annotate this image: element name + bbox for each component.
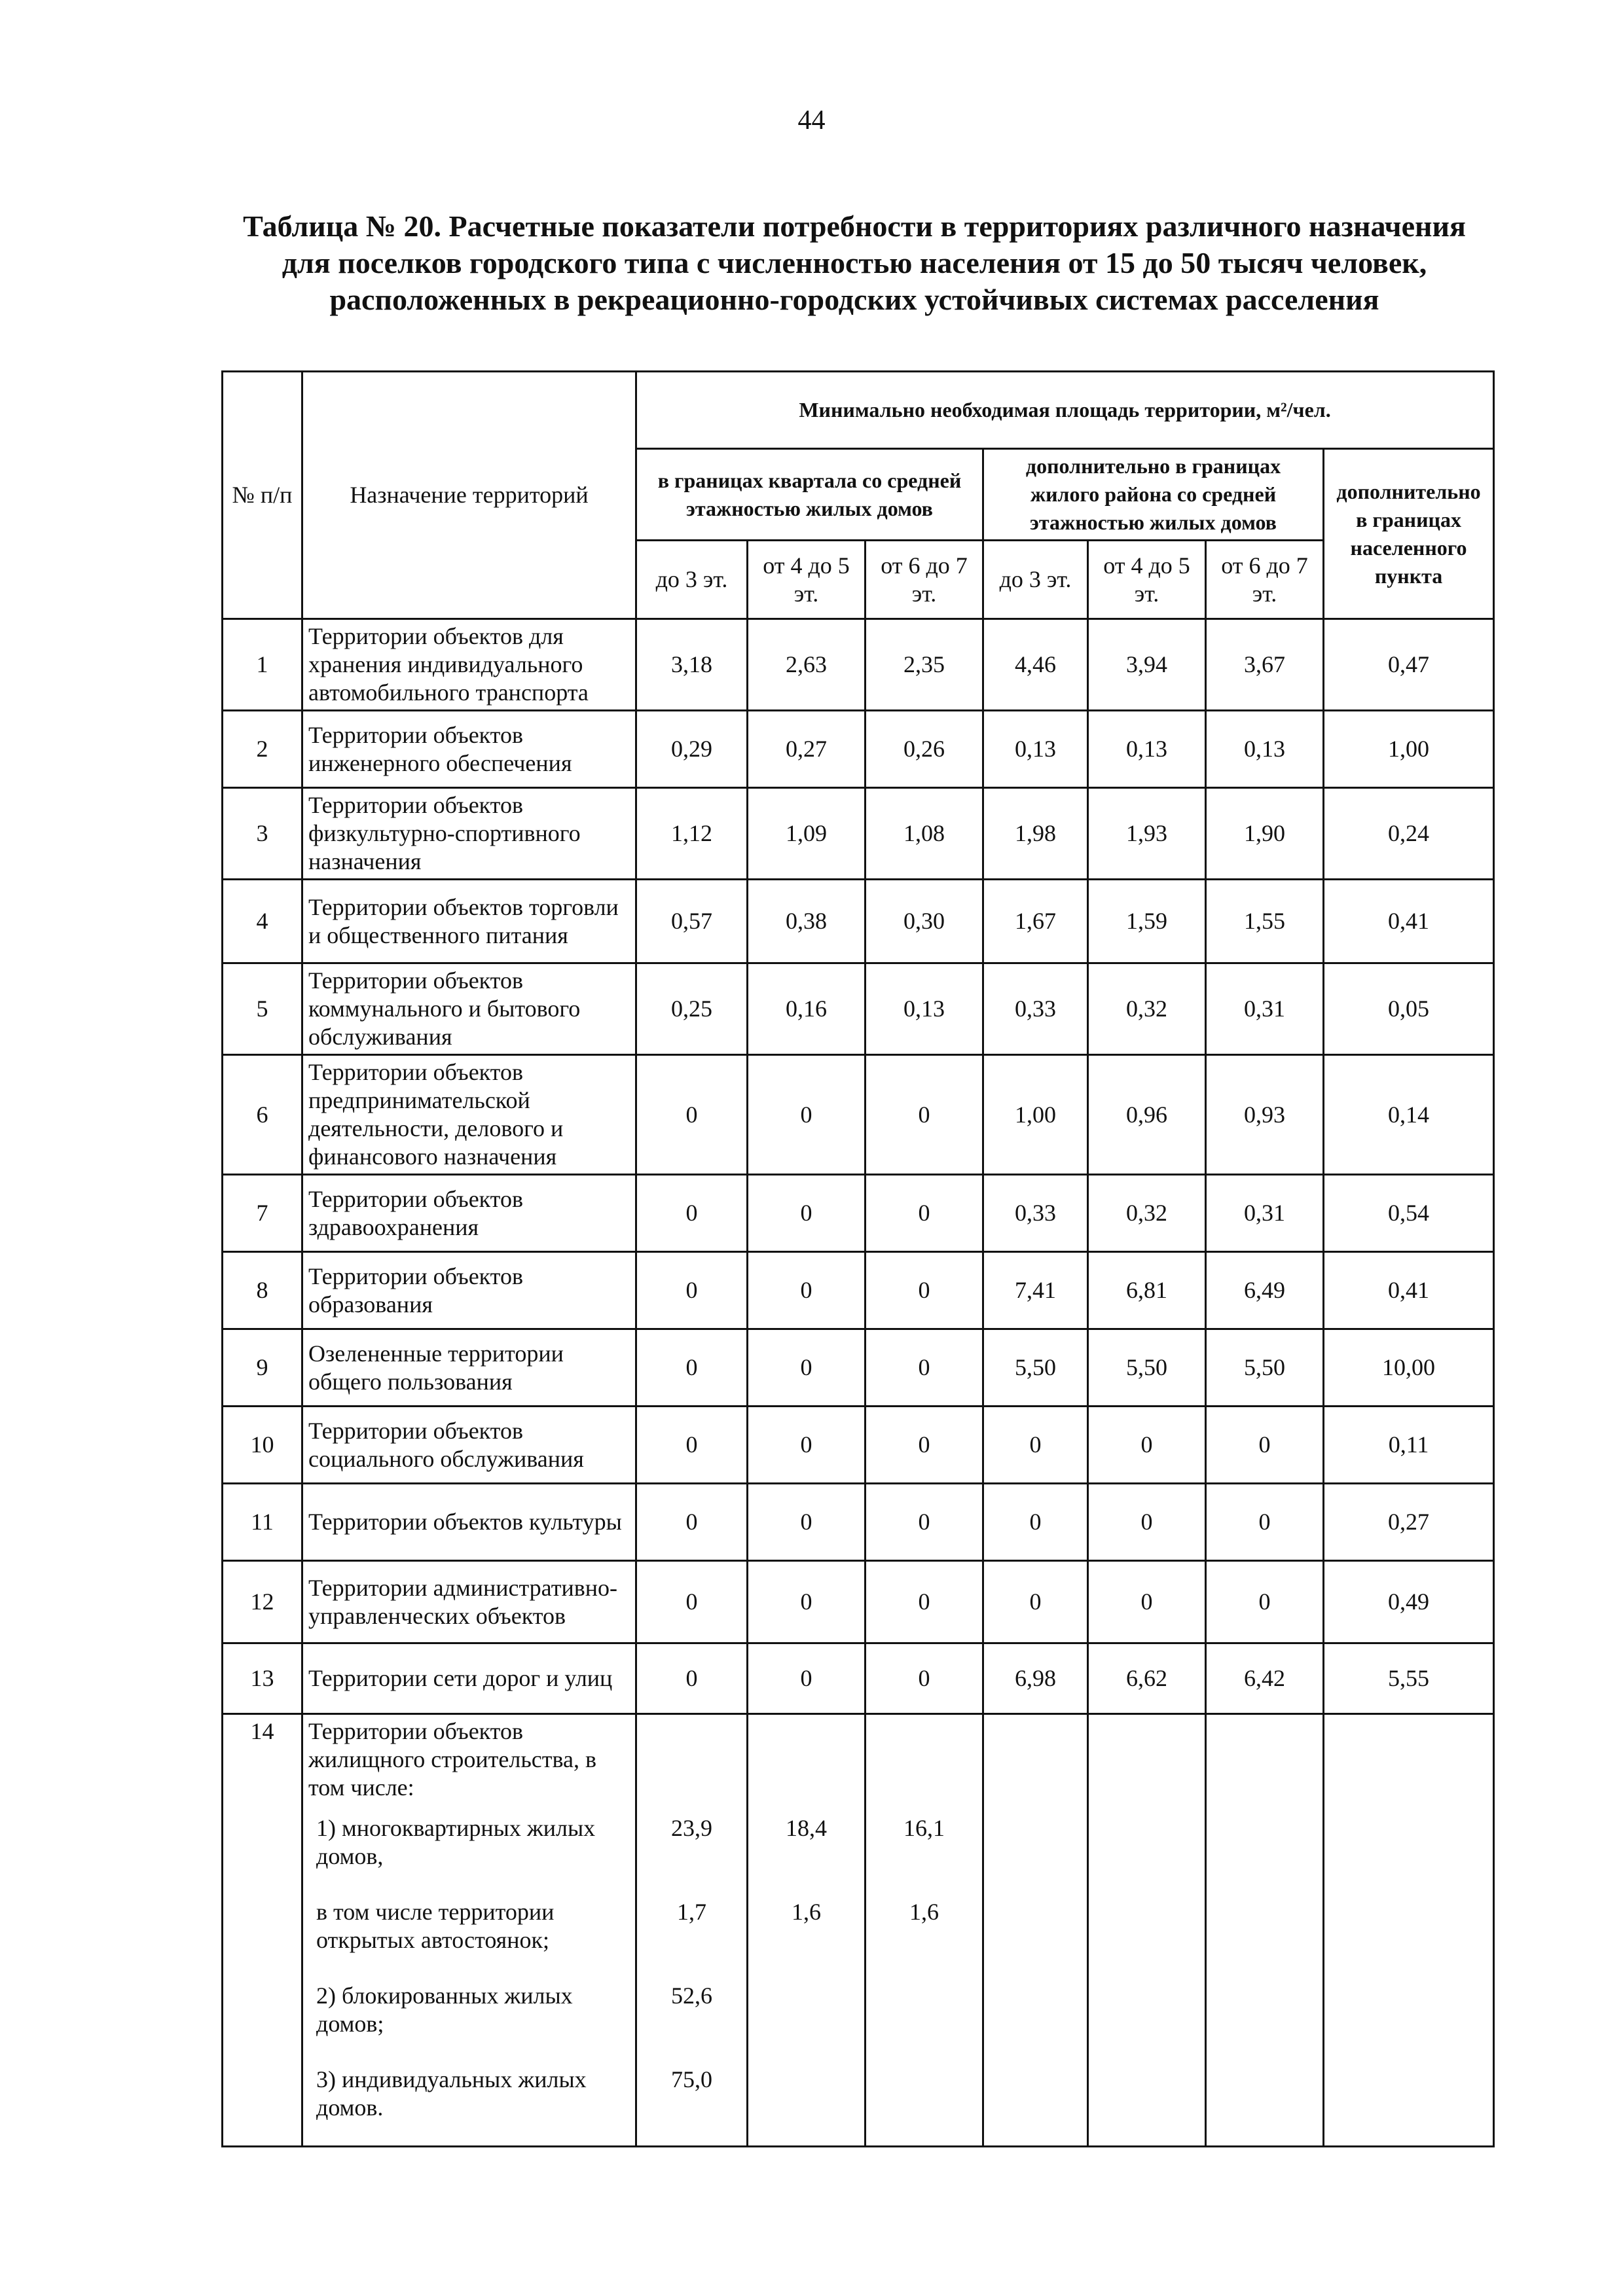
row-number: 12 [223,1561,302,1643]
floors-subheader: от 4 до 5 эт. [1088,541,1206,619]
table-title: Таблица № 20. Расчетные показатели потребности в территориях различного назначения для поселков городского типа с численностью населения от 15 до 50 тысяч человек, расположенных в рекреационно-городских устойчивых системах расселения [243,209,1466,316]
value-cell: 0 [866,1643,983,1714]
territory-name: Территории объектов торговли и общественного питания [302,880,636,963]
value-cell: 0 [636,1329,748,1407]
value-cell: 0 [636,1055,748,1175]
value-cell: 0 [1088,1407,1206,1484]
value-cell: 4,46 [983,619,1088,711]
value-cell: 0,24 [1324,788,1494,880]
value-cell: 0,13 [866,963,983,1055]
value-cell: 0 [866,1329,983,1407]
value-cell: 0,11 [1324,1407,1494,1484]
value-cell: 5,55 [1324,1643,1494,1714]
value-cell: 0,31 [1206,1175,1324,1252]
value-cell: 1,55 [1206,880,1324,963]
row14-subitem-value: 1,7 [677,1899,706,1925]
row14-intro: Территории объектов жилищного строительства, в том числе: [308,1718,596,1801]
value-cell: 6,49 [1206,1252,1324,1329]
territory-name: Территории объектов культуры [302,1484,636,1561]
row14-subitem-value [871,2059,977,2143]
row-number: 1 [223,619,302,711]
value-cell: 0,57 [636,880,748,963]
row-number: 6 [223,1055,302,1175]
value-cell: 0,93 [1206,1055,1324,1175]
col-purpose-header: Назначение территорий [302,372,636,619]
territory-name [302,1714,636,2147]
value-cell: 2,35 [866,619,983,711]
row14-subitem-value: 1,6 [909,1899,939,1925]
value-cell: 1,59 [1088,880,1206,963]
value-cell: 1,09 [748,788,866,880]
value-cell: 0,13 [983,711,1088,788]
value-cell: 0,32 [1088,1175,1206,1252]
value-cell: 6,42 [1206,1643,1324,1714]
value-cell: 6,62 [1088,1643,1206,1714]
min-area-header: Минимально необходимая площадь территории, м²/чел. [636,372,1494,449]
row14-subitem-value: 1,6 [792,1899,821,1925]
value-cell: 0 [748,1561,866,1643]
value-cell: 0,30 [866,880,983,963]
group-district-header: дополнительно в границах жилого района со средней этажностью жилых домов [983,449,1324,541]
table-row [223,788,1494,880]
requirements-table [221,370,1495,2147]
row-number: 5 [223,963,302,1055]
row14-subitem-label: 3) индивидуальных жилых домов. [316,2066,587,2121]
floors-subheader: до 3 эт. [983,541,1088,619]
row14-subitem-label: 1) многоквартирных жилых домов, [316,1815,596,1869]
table-row [223,1252,1494,1329]
value-cell: 0,31 [1206,963,1324,1055]
table-row [223,1561,1494,1643]
value-cell [1088,1714,1206,2147]
value-cell: 5,50 [1206,1329,1324,1407]
value-cell: 0 [866,1561,983,1643]
row14-subitem-value [754,1975,859,2059]
value-cell: 1,93 [1088,788,1206,880]
territory-name: Территории объектов социального обслуживания [302,1407,636,1484]
territory-name: Территории административно-управленческих объектов [302,1561,636,1643]
value-cell: 0 [748,1484,866,1561]
value-cell: 1,08 [866,788,983,880]
territory-name: Территории объектов здравоохранения [302,1175,636,1252]
value-cell: 0 [866,1252,983,1329]
value-cell: 0 [1206,1484,1324,1561]
value-cell [866,1714,983,2147]
value-cell: 0,49 [1324,1561,1494,1643]
value-cell: 0,13 [1206,711,1324,788]
value-cell: 1,90 [1206,788,1324,880]
table-row [223,1175,1494,1252]
value-cell [1324,1714,1494,2147]
row-number: 8 [223,1252,302,1329]
table-row [223,1484,1494,1561]
value-cell: 1,98 [983,788,1088,880]
row14-subitem-label: 2) блокированных жилых домов; [316,1982,573,2037]
value-cell: 0,13 [1088,711,1206,788]
value-cell: 0,26 [866,711,983,788]
value-cell: 0,41 [1324,880,1494,963]
table-row [223,1714,1494,2147]
value-cell: 0,05 [1324,963,1494,1055]
value-cell: 0 [748,1055,866,1175]
value-cell [983,1714,1088,2147]
value-cell: 0 [748,1407,866,1484]
value-cell: 0,41 [1324,1252,1494,1329]
territory-name: Территории объектов образования [302,1252,636,1329]
value-cell: 1,00 [983,1055,1088,1175]
value-cell: 0 [636,1561,748,1643]
row14-subitem-value: 75,0 [671,2066,712,2092]
floors-subheader: от 6 до 7 эт. [1206,541,1324,619]
row-number: 3 [223,788,302,880]
table-row [223,880,1494,963]
table-row [223,1407,1494,1484]
territory-name: Территории объектов предпринимательской деятельности, делового и финансового назначения [302,1055,636,1175]
value-cell: 0 [866,1055,983,1175]
table-row [223,963,1494,1055]
value-cell: 0,38 [748,880,866,963]
value-cell: 0,32 [1088,963,1206,1055]
value-cell [748,1714,866,2147]
value-cell: 0 [983,1407,1088,1484]
value-cell: 0,25 [636,963,748,1055]
value-cell: 3,18 [636,619,748,711]
value-cell: 0 [983,1484,1088,1561]
value-cell: 0 [1206,1407,1324,1484]
value-cell: 6,81 [1088,1252,1206,1329]
row14-subitem-label: в том числе территории открытых автостоянок; [316,1899,555,1953]
value-cell: 0 [866,1484,983,1561]
value-cell: 0 [636,1643,748,1714]
value-cell: 10,00 [1324,1329,1494,1407]
value-cell [636,1714,748,2147]
value-cell: 0 [748,1643,866,1714]
row14-subitem-value: 18,4 [786,1815,827,1841]
value-cell [1206,1714,1324,2147]
row-number: 2 [223,711,302,788]
value-cell: 7,41 [983,1252,1088,1329]
row-number: 14 [223,1714,302,2147]
territory-name: Территории объектов инженерного обеспечения [302,711,636,788]
value-cell: 2,63 [748,619,866,711]
table-row [223,619,1494,711]
value-cell: 0,16 [748,963,866,1055]
value-cell: 0 [866,1407,983,1484]
row-number: 9 [223,1329,302,1407]
value-cell: 0,33 [983,1175,1088,1252]
territory-name: Территории объектов для хранения индивидуального автомобильного транспорта [302,619,636,711]
value-cell: 0,27 [748,711,866,788]
table-row [223,1643,1494,1714]
value-cell: 0 [636,1407,748,1484]
value-cell: 5,50 [1088,1329,1206,1407]
group-settlement-header: дополнительно в границах населенного пункта [1324,449,1494,619]
value-cell: 0 [866,1175,983,1252]
floors-subheader: от 6 до 7 эт. [866,541,983,619]
row-number: 11 [223,1484,302,1561]
value-cell: 0 [748,1329,866,1407]
row14-subitem-value [754,2059,859,2143]
table-row [223,1055,1494,1175]
value-cell: 0 [748,1252,866,1329]
value-cell: 1,67 [983,880,1088,963]
value-cell: 0 [983,1561,1088,1643]
territory-name: Озелененные территории общего пользования [302,1329,636,1407]
value-cell: 5,50 [983,1329,1088,1407]
page-number: 44 [797,105,826,135]
value-cell: 0,47 [1324,619,1494,711]
row14-subitem-value: 16,1 [903,1815,945,1841]
value-cell: 0 [1088,1561,1206,1643]
col-num-header: № п/п [223,372,302,619]
row14-subitem-value: 23,9 [671,1815,712,1841]
floors-subheader: от 4 до 5 эт. [748,541,866,619]
floors-subheader: до 3 эт. [636,541,748,619]
territory-name: Территории сети дорог и улиц [302,1643,636,1714]
territory-name: Территории объектов физкультурно-спортивного назначения [302,788,636,880]
value-cell: 0 [1206,1561,1324,1643]
value-cell: 1,00 [1324,711,1494,788]
value-cell: 0,27 [1324,1484,1494,1561]
row14-subitem-value: 52,6 [671,1982,712,2009]
value-cell: 0 [636,1175,748,1252]
value-cell: 0,29 [636,711,748,788]
row-number: 13 [223,1643,302,1714]
value-cell: 0 [1088,1484,1206,1561]
value-cell: 0,54 [1324,1175,1494,1252]
group-quarter-header: в границах квартала со средней этажностью жилых домов [636,449,983,541]
table-row [223,1329,1494,1407]
value-cell: 3,67 [1206,619,1324,711]
row-number: 10 [223,1407,302,1484]
value-cell: 1,12 [636,788,748,880]
value-cell: 0,14 [1324,1055,1494,1175]
value-cell: 6,98 [983,1643,1088,1714]
value-cell: 3,94 [1088,619,1206,711]
value-cell: 0 [636,1484,748,1561]
value-cell: 0 [748,1175,866,1252]
row-number: 7 [223,1175,302,1252]
table-row [223,711,1494,788]
value-cell: 0,33 [983,963,1088,1055]
value-cell: 0,96 [1088,1055,1206,1175]
row14-subitem-value [871,1975,977,2059]
value-cell: 0 [636,1252,748,1329]
row-number: 4 [223,880,302,963]
territory-name: Территории объектов коммунального и бытового обслуживания [302,963,636,1055]
